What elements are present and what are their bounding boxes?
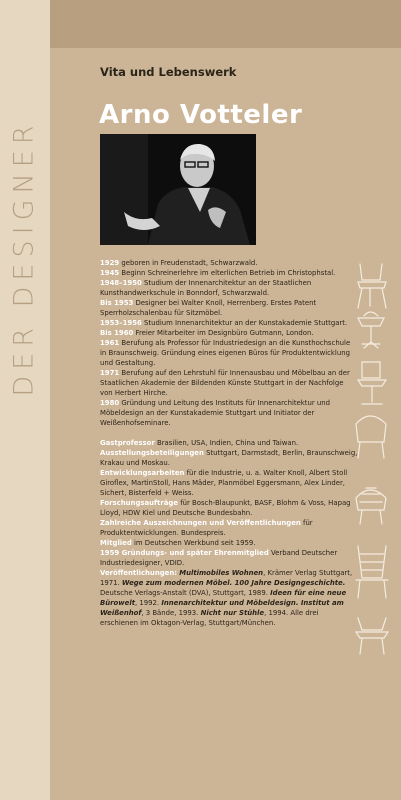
fact-entry	[100, 548, 358, 568]
timeline-year: 1948–1950	[100, 279, 142, 287]
chair-sketch-3	[358, 362, 386, 404]
timeline-text: Freier Mitarbeiter im Designbüro Gutmann, London.	[135, 329, 314, 337]
timeline-year: 1971	[100, 369, 120, 377]
chair-sketch-4	[356, 416, 386, 458]
fact-label: Ausstellungsbeteiligungen	[100, 449, 204, 457]
fact-label: 1959 Gründungs- und später Ehrenmitglied	[100, 549, 269, 557]
chair-sketch-2	[358, 312, 384, 348]
timeline-entry	[100, 278, 358, 298]
fact-text: für Produktentwicklungen. Bundespreis.	[100, 519, 313, 537]
timeline-entry	[100, 318, 358, 328]
publication-text: Wege zum modernen Möbel. 100 Jahre Designgeschichte.	[121, 579, 346, 587]
publications	[100, 568, 358, 628]
chair-sketch-1	[358, 264, 386, 308]
fact-text: im Deutschen Werkbund seit 1959.	[133, 539, 256, 547]
timeline-year: Bis 1960	[100, 329, 134, 337]
fact-label: Zahlreiche Auszeichnungen und Veröffentlichungen	[100, 519, 301, 527]
fact-label: Forschungsaufträge	[100, 499, 178, 507]
chair-sketch-6	[356, 546, 388, 598]
timeline-year: 1980	[100, 399, 120, 407]
timeline-entry	[100, 368, 358, 398]
timeline-year: 1953–1956	[100, 319, 142, 327]
fact-label: Entwicklungsarbeiten	[100, 469, 185, 477]
chair-sketch-5	[356, 488, 386, 524]
fact-text: Brasilien, USA, Indien, China und Taiwan.	[156, 439, 299, 447]
timeline-entry	[100, 268, 358, 278]
fact-text: für Bosch-Blaupunkt, BASF, Blohm & Voss, Hapag Lloyd, HDW Kiel und Deutsche Bundesbahn.	[100, 499, 351, 517]
top-band	[50, 0, 401, 48]
publication-text: Deutsche Verlags-Anstalt (DVA), Stuttgart, 1989.	[100, 589, 271, 597]
timeline-text: Berufung auf den Lehrstuhl für Innenausbau und Möbelbau an der Staatlichen Akademie der Bildenden Künste Stuttgart in der Nachfolge von Herbert Hirche.	[100, 369, 350, 397]
publication-text: , 3 Bände, 1993.	[141, 609, 201, 617]
timeline-text: Studium der Innenarchitektur an der Staatlichen Kunsthandwerkschule in Bonndorf, Schwarzwald.	[100, 279, 312, 297]
timeline-year: 1961	[100, 339, 120, 347]
vertical-section-title: DER DESIGNER	[8, 119, 40, 397]
timeline-year: 1945	[100, 269, 120, 277]
facts	[100, 438, 358, 568]
timeline-entry	[100, 298, 358, 318]
timeline-text: Designer bei Walter Knoll, Herrenberg. Erstes Patent Sperrholzschalenbau für Sitzmöbel.	[100, 299, 317, 317]
portrait-photo-graphic	[100, 134, 256, 245]
biography	[100, 258, 358, 628]
fact-entry	[100, 498, 358, 518]
fact-entry	[100, 438, 358, 448]
timeline-text: Studium Innenarchitektur an der Kunstakademie Stuttgart.	[144, 319, 348, 327]
chair-sketch-7	[356, 618, 388, 654]
fact-text: Verband Deutscher Industriedesigner, VDID.	[100, 549, 338, 567]
fact-entry	[100, 448, 358, 468]
publication-text: Ideen für eine neue Bürowelt	[100, 589, 347, 607]
publication-text: Innenarchitektur und Möbeldesign. Institut am Weißenhof	[100, 599, 344, 617]
publication-text: Multimobiles Wohnen	[179, 569, 264, 577]
fact-label: Gastprofessor	[100, 439, 155, 447]
timeline-text: Beginn Schreinerlehre im elterlichen Betrieb im Christophstal.	[121, 269, 336, 277]
timeline	[100, 258, 358, 428]
publications-label: Veröffentlichungen:	[100, 569, 178, 577]
timeline-text: geboren in Freudenstadt, Schwarzwald.	[121, 259, 258, 267]
page-subtitle: Vita und Lebenswerk	[100, 65, 237, 79]
fact-entry	[100, 538, 358, 548]
timeline-entry	[100, 338, 358, 368]
publication-text: Nicht nur Stühle	[200, 609, 265, 617]
timeline-year: Bis 1953	[100, 299, 134, 307]
timeline-entry	[100, 328, 358, 338]
fact-text: für die Industrie, u. a. Walter Knoll, Albert Stoll Giroflex, MartinStoll, Hans Mäder, Planmöbel Eggersmann, Alex Linder, Sichert, Bisterfeld + Weiss.	[100, 469, 348, 497]
portrait-photo	[100, 134, 256, 245]
chair-sketches	[340, 258, 400, 658]
timeline-text: Berufung als Professor für Industriedesign an die Kunsthochschule in Braunschweig. Gründung eines eigenen Büros für Produktentwicklung und Gestaltung.	[100, 339, 351, 367]
timeline-entry	[100, 398, 358, 428]
publication-text: , 1992.	[135, 599, 162, 607]
publication-text: , 1994. Alle drei erschienen im Oktagon-Verlag, Stuttgart/München.	[100, 609, 319, 627]
timeline-text: Gründung und Leitung des Instituts für Innenarchitektur und Möbeldesign an der Kunstakademie Stuttgart und Initiator der Weißenhofseminare.	[100, 399, 330, 427]
publication-text: , Krämer Verlag Stuttgart, 1971.	[100, 569, 353, 587]
page-title: Arno Votteler	[99, 100, 303, 130]
timeline-year: 1929	[100, 259, 120, 267]
fact-entry	[100, 468, 358, 498]
fact-label: Mitglied	[100, 539, 132, 547]
fact-text: Stuttgart, Darmstadt, Berlin, Braunschweig, Krakau und Moskau.	[100, 449, 358, 467]
timeline-entry	[100, 258, 358, 268]
fact-entry	[100, 518, 358, 538]
